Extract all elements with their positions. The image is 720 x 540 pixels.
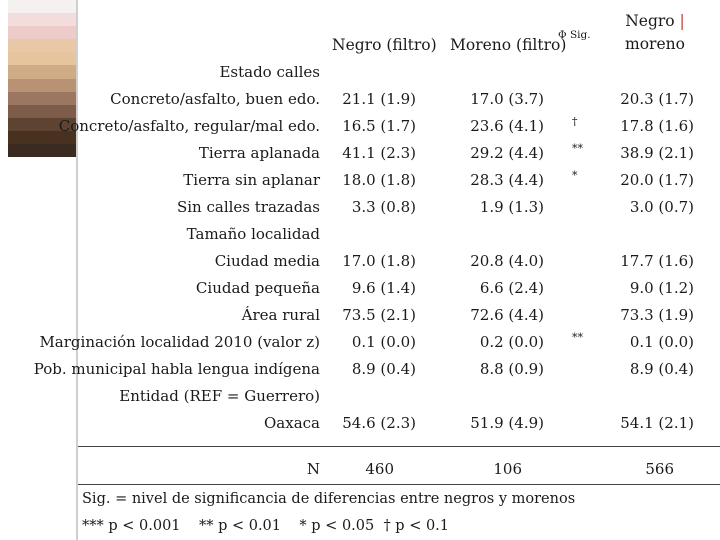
- row-label: Área rural: [241, 306, 320, 324]
- cell-moreno: 0.2 (0.0): [479, 333, 544, 351]
- header-moreno-word: moreno: [625, 35, 685, 53]
- row-label: Marginación localidad 2010 (valor z): [39, 333, 320, 351]
- table-row: [0, 141, 720, 168]
- cell-negro-moreno: 8.9 (0.4): [629, 360, 694, 378]
- table-row: [0, 249, 720, 276]
- row-label: Concreto/asfalto, buen edo.: [110, 90, 320, 108]
- row-label: Tierra sin aplanar: [183, 171, 320, 189]
- palette-swatch: [8, 0, 76, 13]
- header-moreno-filtro: Moreno (filtro): [450, 36, 567, 54]
- cell-moreno: 20.8 (4.0): [470, 252, 544, 270]
- cell-negro-moreno: 17.7 (1.6): [620, 252, 694, 270]
- n-col3: 566: [645, 460, 674, 478]
- header-negro-moreno: [610, 10, 700, 56]
- cell-negro-moreno: 20.3 (1.7): [620, 90, 694, 108]
- cell-moreno: 8.8 (0.9): [479, 360, 544, 378]
- palette-swatch: [8, 13, 76, 26]
- cell-negro: 17.0 (1.8): [342, 252, 416, 270]
- cell-negro-moreno: 3.0 (0.7): [629, 198, 694, 216]
- footnote-rule: [78, 484, 720, 485]
- stats-table: [0, 60, 720, 438]
- cell-negro-moreno: 0.1 (0.0): [629, 333, 694, 351]
- table-row: [0, 195, 720, 222]
- cell-significance: **: [572, 142, 583, 155]
- n-label: N: [306, 460, 320, 478]
- cell-moreno: 72.6 (4.4): [470, 306, 544, 324]
- table-row: [0, 114, 720, 141]
- header-negro-filtro: Negro (filtro): [332, 36, 437, 54]
- cell-negro: 16.5 (1.7): [342, 117, 416, 135]
- cell-moreno: 17.0 (3.7): [470, 90, 544, 108]
- header-pipe: |: [679, 12, 685, 30]
- cell-negro: 18.0 (1.8): [342, 171, 416, 189]
- cell-negro: 73.5 (2.1): [342, 306, 416, 324]
- n-row: [0, 458, 720, 482]
- section-header-row: [0, 60, 720, 87]
- header-negro-word: Negro: [625, 12, 675, 30]
- cell-negro: 41.1 (2.3): [342, 144, 416, 162]
- cell-significance: **: [572, 331, 583, 344]
- row-label: Pob. municipal habla lengua indígena: [33, 360, 320, 378]
- cell-moreno: 51.9 (4.9): [470, 414, 544, 432]
- cell-moreno: 29.2 (4.4): [470, 144, 544, 162]
- footnote-significance: Sig. = nivel de significancia de diferencias entre negros y morenos: [82, 491, 576, 507]
- table-row: [0, 357, 720, 384]
- table-row: [0, 87, 720, 114]
- header-significance: Φ Sig.: [558, 29, 591, 41]
- footnote-pvalues: *** p < 0.001 ** p < 0.01 * p < 0.05 † p < 0.1: [82, 518, 450, 534]
- cell-negro-moreno: 38.9 (2.1): [620, 144, 694, 162]
- row-label: Sin calles trazadas: [176, 198, 320, 216]
- table-row: [0, 303, 720, 330]
- row-label: Oaxaca: [264, 414, 320, 432]
- n-col2: 106: [493, 460, 522, 478]
- cell-moreno: 1.9 (1.3): [479, 198, 544, 216]
- cell-negro: 21.1 (1.9): [342, 90, 416, 108]
- cell-negro-moreno: 17.8 (1.6): [620, 117, 694, 135]
- table-bottom-rule: [78, 446, 720, 447]
- cell-negro-moreno: 20.0 (1.7): [620, 171, 694, 189]
- section-header-row: [0, 222, 720, 249]
- cell-moreno: 28.3 (4.4): [470, 171, 544, 189]
- section-label: Estado calles: [219, 63, 320, 81]
- row-label: Tierra aplanada: [198, 144, 320, 162]
- table-row: [0, 168, 720, 195]
- n-col1: 460: [365, 460, 394, 478]
- cell-moreno: 23.6 (4.1): [470, 117, 544, 135]
- section-label: Tamaño localidad: [186, 225, 320, 243]
- cell-significance: †: [572, 115, 578, 128]
- cell-negro: 54.6 (2.3): [342, 414, 416, 432]
- palette-swatch: [8, 26, 76, 39]
- cell-moreno: 6.6 (2.4): [479, 279, 544, 297]
- cell-negro-moreno: 9.0 (1.2): [629, 279, 694, 297]
- row-label: Ciudad media: [214, 252, 320, 270]
- table-row: [0, 411, 720, 438]
- cell-negro: 8.9 (0.4): [351, 360, 416, 378]
- row-label: Ciudad pequeña: [195, 279, 320, 297]
- row-label: Concreto/asfalto, regular/mal edo.: [58, 117, 320, 135]
- cell-negro-moreno: 73.3 (1.9): [620, 306, 694, 324]
- palette-swatch: [8, 39, 76, 52]
- table-row: [0, 276, 720, 303]
- section-header-row: [0, 384, 720, 411]
- section-label: Entidad (REF = Guerrero): [119, 387, 320, 405]
- cell-negro: 3.3 (0.8): [351, 198, 416, 216]
- cell-significance: *: [572, 169, 578, 182]
- cell-negro: 0.1 (0.0): [351, 333, 416, 351]
- cell-negro: 9.6 (1.4): [351, 279, 416, 297]
- table-row: [0, 330, 720, 357]
- cell-negro-moreno: 54.1 (2.1): [620, 414, 694, 432]
